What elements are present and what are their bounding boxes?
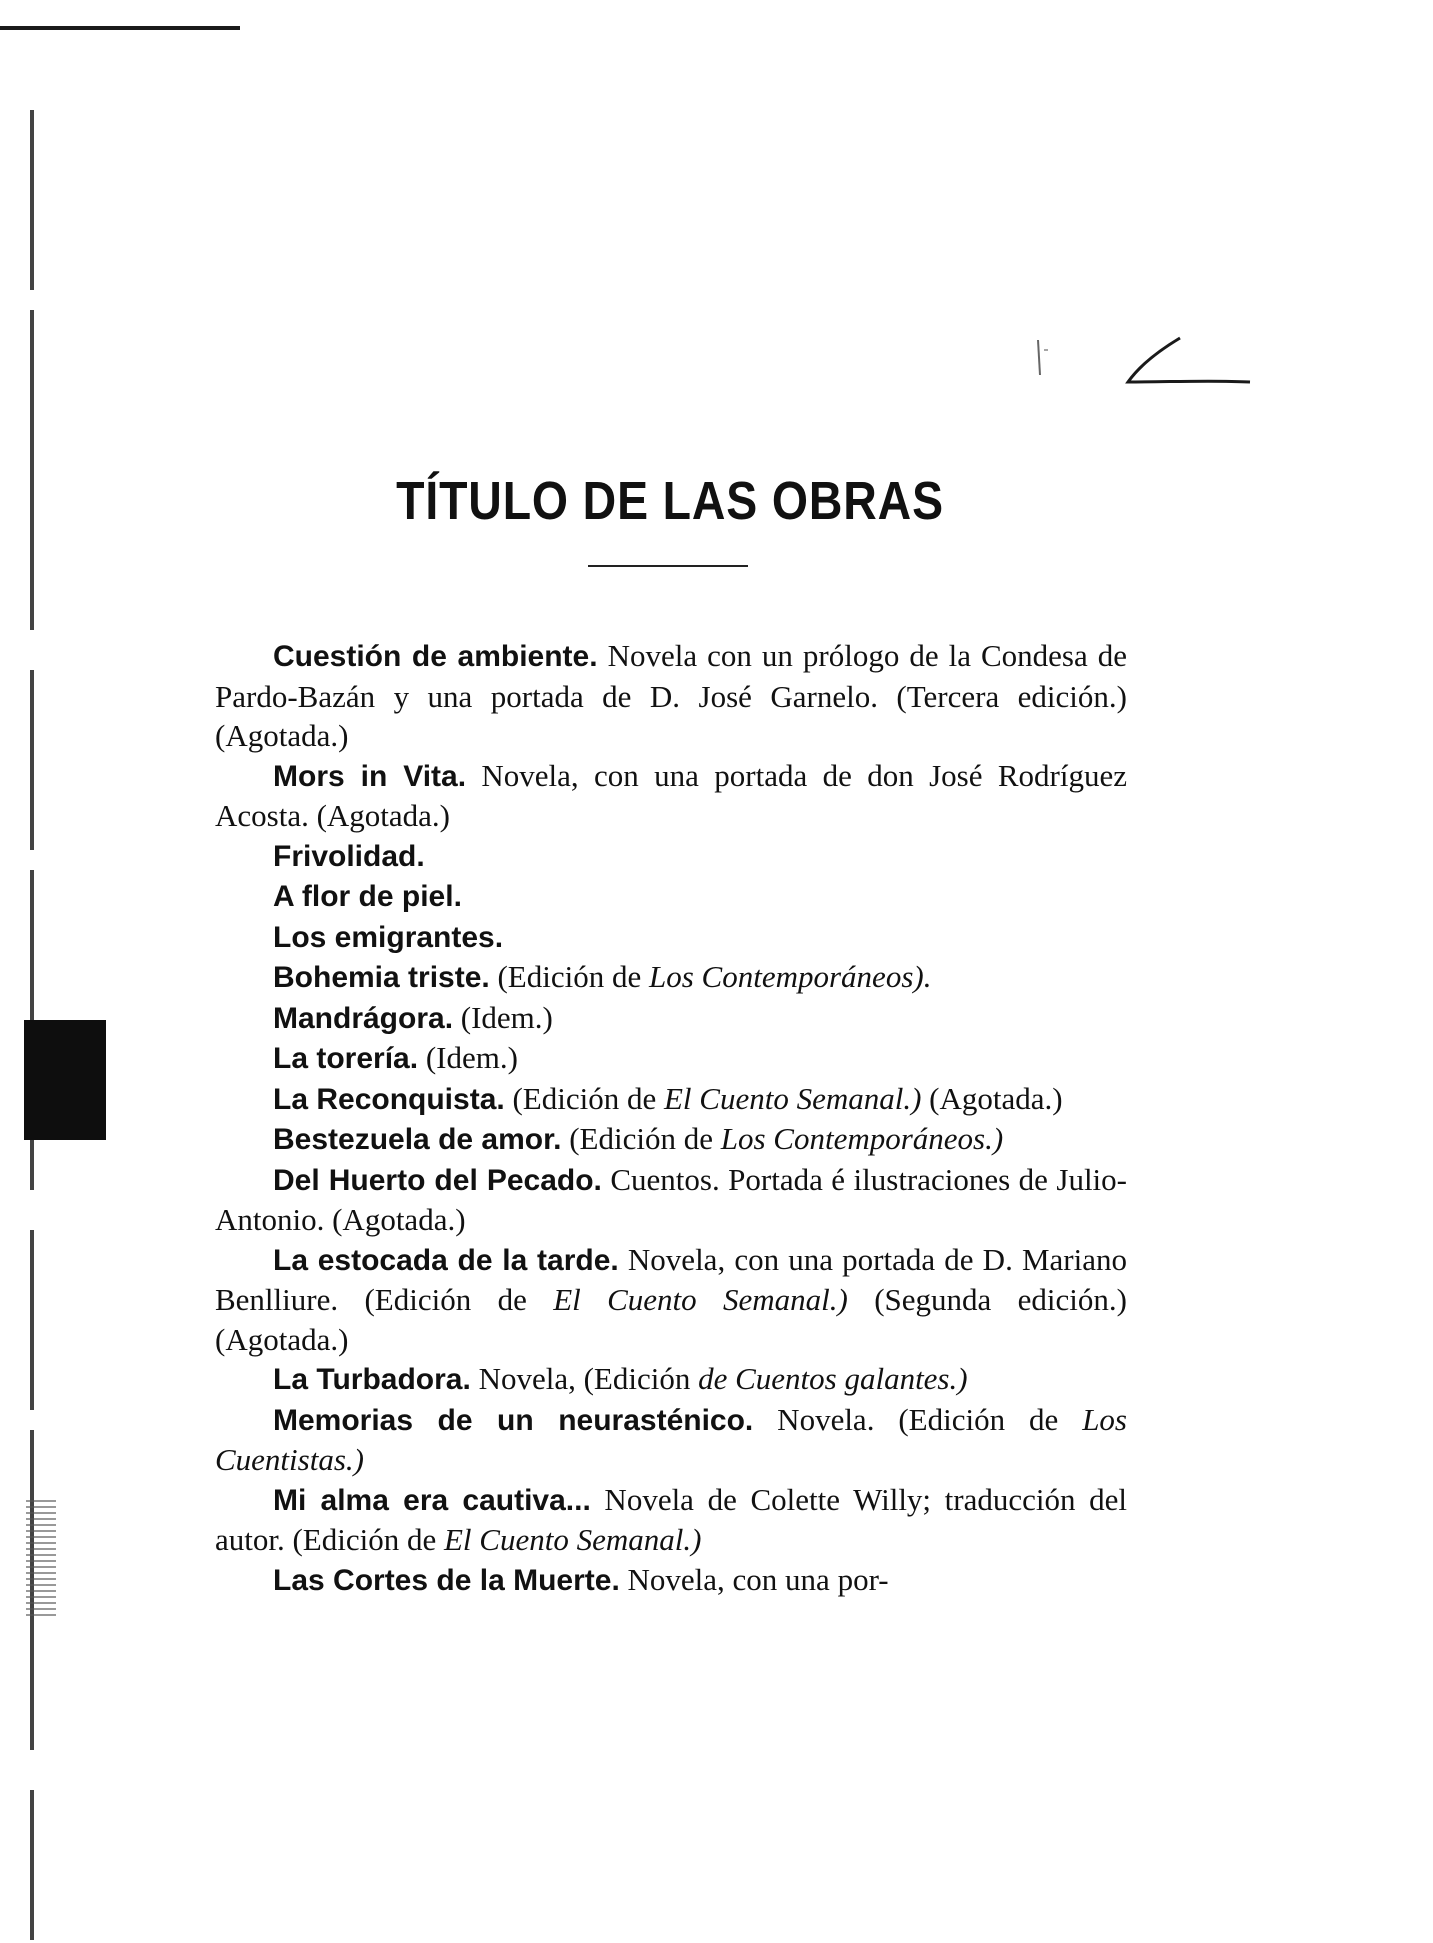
work-description: Novela, (Edición [470, 1361, 699, 1396]
scan-noise [26, 1500, 56, 1620]
work-description: (Edición de [489, 959, 649, 994]
work-title: La estocada de la tarde. [273, 1243, 619, 1277]
work-description: Novela, con una portada de D. Mariano Benlliure. (Edición de [215, 1241, 1127, 1317]
work-title: Mi alma era cautiva... [273, 1483, 591, 1517]
publication-name: Los Contemporáneos.) [720, 1121, 1004, 1156]
work-title: Mors in Vita. [273, 759, 467, 793]
work-description: Novela, con una portada de don José Rodríguez Acosta. (Agotada.) [215, 757, 1127, 833]
work-entry [215, 756, 1127, 836]
work-description: (Idem.) [418, 1040, 518, 1075]
scan-ink-blot [24, 1020, 106, 1140]
work-entry [215, 836, 1127, 877]
work-entry [215, 917, 1127, 958]
work-title: Bestezuela de amor. [273, 1123, 562, 1156]
work-entry [215, 1560, 1127, 1601]
publication-name: de Cuentos galantes.) [698, 1361, 968, 1396]
work-title: Frivolidad. [273, 839, 425, 873]
work-title: Memorias de un neurasténico. [273, 1403, 754, 1437]
work-entry [215, 957, 1127, 998]
work-description: (Segunda edición.) (Agotada.) [215, 1282, 1127, 1357]
publication-name: El Cuento Semanal.) [553, 1282, 848, 1317]
work-entry [215, 636, 1127, 756]
work-entry [215, 876, 1127, 917]
work-description: (Agotada.) [921, 1080, 1063, 1116]
work-title: Del Huerto del Pecado. [273, 1163, 602, 1197]
work-title: Mandrágora. [273, 1001, 454, 1035]
work-title: Cuestión de ambiente. [273, 640, 598, 673]
work-entry [215, 1079, 1127, 1120]
work-description: Novela con un prólogo de la Condesa de Pardo-Bazán y una portada de D. José Garnelo. (Tercera edición.) (Agotada.) [215, 638, 1127, 753]
work-title: Bohemia triste. [273, 961, 490, 994]
scan-edge-artifact [0, 26, 240, 30]
publication-name: Los Contemporáneos). [649, 959, 932, 994]
work-description: (Edición de [504, 1080, 664, 1116]
work-entry [215, 1240, 1127, 1360]
publication-name: Los Cuentistas.) [215, 1401, 1127, 1477]
work-entry [215, 1038, 1127, 1079]
publication-name: El Cuento Semanal.) [444, 1522, 702, 1557]
work-title: A flor de piel. [273, 880, 462, 913]
work-description: Cuentos. Portada é ilustraciones de Julio-Antonio. (Agotada.) [215, 1161, 1127, 1237]
work-entry [215, 1480, 1127, 1560]
page-title: TÍTULO DE LAS OBRAS [396, 471, 944, 531]
work-description: (Edición de [561, 1121, 721, 1156]
work-title: La Turbadora. [273, 1363, 471, 1396]
work-title: Las Cortes de la Muerte. [273, 1563, 620, 1597]
work-entry [215, 1400, 1127, 1480]
work-entry [215, 1359, 1127, 1400]
work-title: La Reconquista. [273, 1082, 505, 1116]
work-entry [215, 1119, 1127, 1160]
work-description: Novela, con una por- [619, 1561, 889, 1597]
work-entry [215, 1160, 1127, 1240]
work-description: Novela de Colette Willy; traducción del autor. (Edición de [215, 1481, 1127, 1557]
works-list [215, 636, 1127, 1600]
work-description: (Idem.) [453, 999, 553, 1035]
pen-mark-icon [1010, 330, 1270, 430]
title-divider [588, 565, 748, 567]
work-title: La torería. [273, 1042, 419, 1075]
work-title: Los emigrantes. [273, 920, 504, 954]
publication-name: El Cuento Semanal.) [663, 1080, 922, 1116]
work-description: Novela. (Edición de [753, 1401, 1083, 1437]
work-entry [215, 998, 1127, 1039]
